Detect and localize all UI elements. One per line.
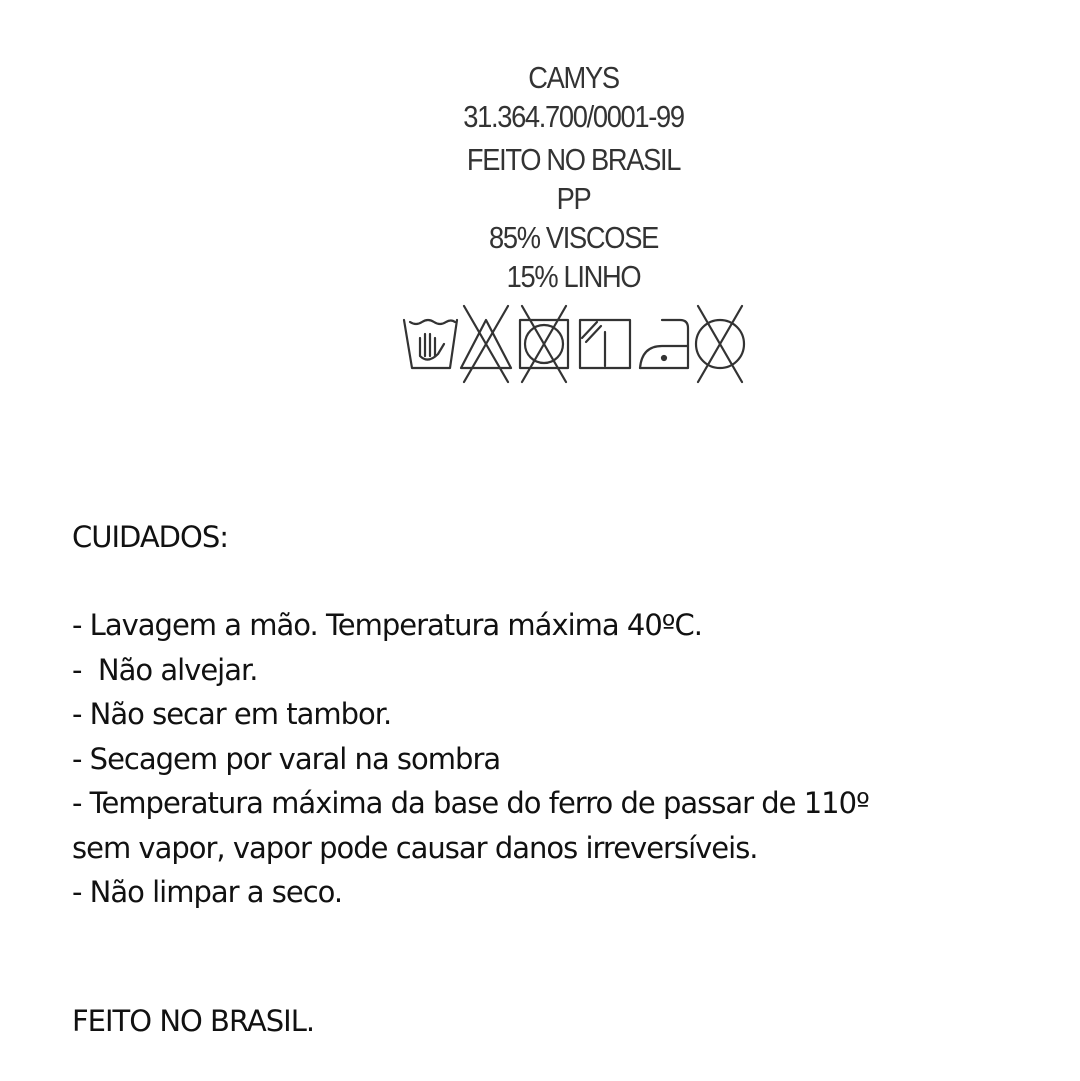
do-not-tumble-dry-icon (520, 306, 568, 382)
care-item-iron-temperature: - Temperatura máxima da base do ferro de passar de 110º sem vapor, vapor pode causar danos irreversíveis. (72, 786, 869, 865)
brand-name: CAMYS (528, 60, 619, 95)
care-instructions (72, 515, 1032, 915)
origin-text: FEITO NO BRASIL (466, 142, 681, 177)
iron-low-temperature-icon (640, 320, 688, 368)
care-item-no-dry-clean: - Não limpar a seco. (72, 875, 343, 909)
care-item-no-tumble-dry: - Não secar em tambor. (72, 697, 392, 731)
garment-label (0, 58, 1080, 296)
composition-viscose: 85% VISCOSE (489, 220, 658, 255)
do-not-bleach-icon (461, 306, 511, 382)
cnpj-number: 31.364.700/0001-99 (463, 99, 684, 134)
size-text: PP (556, 181, 591, 216)
hand-wash-icon (404, 320, 457, 368)
footer-origin: FEITO NO BRASIL. (72, 1004, 315, 1038)
do-not-dry-clean-icon (696, 306, 744, 382)
line-dry-in-shade-icon (580, 320, 630, 368)
care-title: CUIDADOS: (72, 520, 229, 554)
care-item-line-dry-shade: - Secagem por varal na sombra (72, 741, 501, 776)
composition-linen: 15% LINHO (506, 259, 641, 294)
care-item-no-bleach: - Não alvejar. (72, 652, 258, 687)
care-symbols-row (400, 302, 750, 386)
care-item-hand-wash: - Lavagem a mão. Temperatura máxima 40ºC. (72, 608, 702, 642)
